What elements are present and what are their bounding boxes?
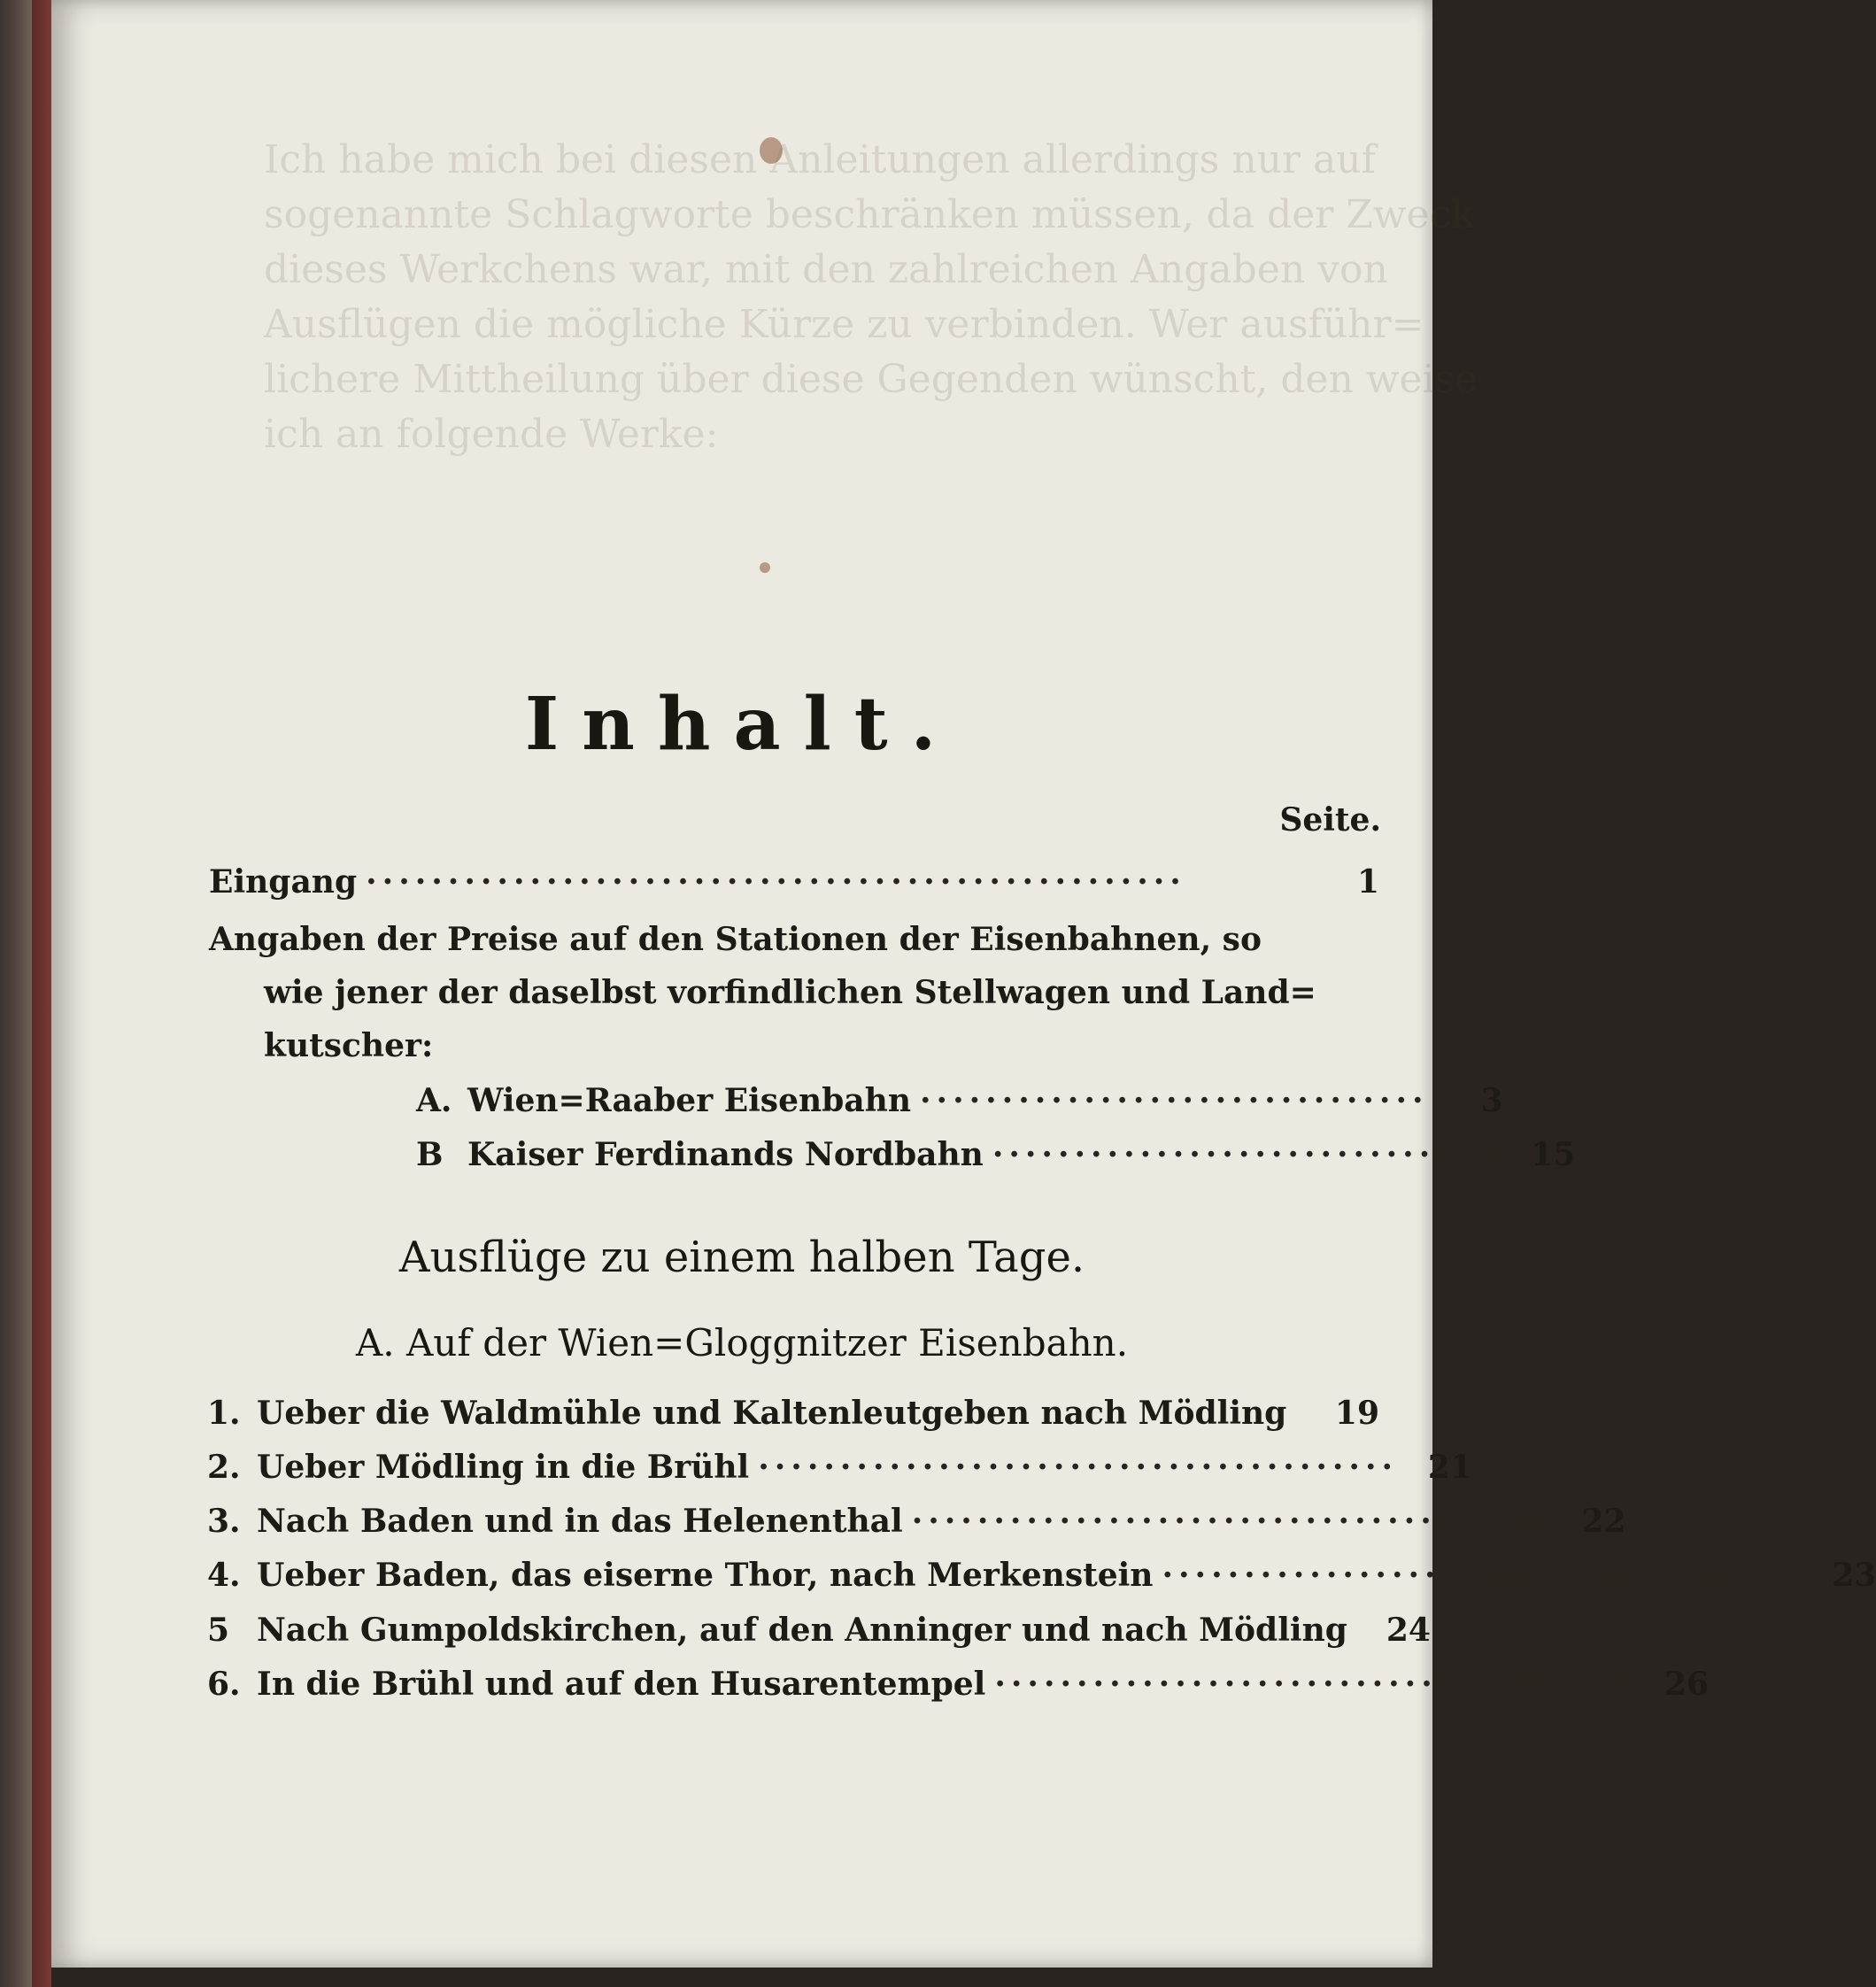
- page-title: Inhalt.: [524, 682, 960, 767]
- bleed-line: dieses Werkchens war, mit den zahlreichen Angaben von: [264, 247, 1388, 292]
- toc-entry-label: Ueber Baden, das eiserne Thor, nach Merkenstein: [257, 1557, 1154, 1594]
- bleed-line: Ich habe mich bei diesen Anleitungen allerdings nur auf: [264, 137, 1376, 182]
- toc-entry-page: 23: [1832, 1557, 1876, 1594]
- toc-entry-label: Wien=Raaber Eisenbahn: [467, 1082, 911, 1119]
- toc-entry-number: 4.: [207, 1557, 241, 1594]
- toc-entry-page: 1: [1356, 863, 1379, 901]
- toc-entry-page: 24: [1386, 1612, 1431, 1649]
- bleed-line: lichere Mittheilung über diese Gegenden wünscht, den weise: [264, 357, 1478, 402]
- toc-entry-number: 5: [207, 1612, 230, 1649]
- toc-entry-page: 19: [1334, 1395, 1379, 1432]
- excursion-entry[interactable]: [207, 1612, 1431, 1649]
- toc-entry-number: A.: [416, 1082, 452, 1119]
- binding-edge: [32, 0, 51, 1987]
- toc-entry-wien-raaber[interactable]: [416, 1082, 1503, 1119]
- excursion-entry[interactable]: [207, 1666, 1710, 1703]
- toc-entry-number: 3.: [207, 1503, 241, 1540]
- leader-dots: ·······························: [920, 1082, 1429, 1119]
- toc-entry-number: B: [416, 1136, 444, 1173]
- excursion-entry[interactable]: [207, 1395, 1379, 1432]
- toc-entry-label: Nach Baden und in das Helenenthal: [257, 1503, 903, 1540]
- bleed-line: ich an folgende Werke:: [264, 412, 719, 457]
- toc-entry-page: 22: [1581, 1503, 1626, 1540]
- leader-dots: ··················································: [366, 863, 1186, 901]
- toc-entry-page: 3: [1480, 1082, 1503, 1119]
- leader-dots: ·······································: [1162, 1557, 1803, 1594]
- toc-entry-number: 2.: [207, 1449, 241, 1486]
- subsection-heading: A. Auf der Wien=Gloggnitzer Eisenbahn.: [355, 1321, 1129, 1365]
- ink-spot: [760, 137, 783, 164]
- excursion-entry[interactable]: [207, 1449, 1473, 1486]
- toc-entry-label: Ueber Mödling in die Brühl: [257, 1449, 750, 1486]
- prices-intro-line1: Angaben der Preise auf den Stationen der Eisenbahnen, so: [209, 921, 1262, 958]
- leader-dots: ·······································: [994, 1666, 1635, 1703]
- bleed-through-text: [264, 133, 1478, 462]
- excursion-entry[interactable]: [207, 1503, 1626, 1540]
- toc-entry-number: 1.: [207, 1395, 241, 1432]
- toc-entry-label: Kaiser Ferdinands Nordbahn: [467, 1136, 984, 1173]
- toc-entry-page: 15: [1531, 1136, 1576, 1173]
- toc-entry-label: In die Brühl und auf den Husarentempel: [257, 1666, 986, 1703]
- toc-entry-label: Nach Gumpoldskirchen, auf den Anninger und nach Mödling: [257, 1612, 1347, 1649]
- toc-entry-page: 21: [1427, 1449, 1473, 1486]
- leader-dots: ·······································: [758, 1449, 1399, 1486]
- excursion-entry[interactable]: [207, 1557, 1876, 1594]
- toc-entry-nordbahn[interactable]: [416, 1136, 1576, 1173]
- bleed-line: sogenannte Schlagworte beschränken müssen, da der Zweck: [264, 192, 1475, 237]
- leader-dots: ·······································: [911, 1503, 1552, 1540]
- toc-entry-label: Ueber die Waldmühle und Kaltenleutgeben nach Mödling: [257, 1395, 1287, 1432]
- prices-intro-line3: kutscher:: [264, 1027, 434, 1064]
- bleed-line: Ausflügen die mögliche Kürze zu verbinden. Wer ausführ=: [264, 302, 1424, 347]
- prices-intro-line2: wie jener der daselbst vorfindlichen Stellwagen und Land=: [264, 974, 1316, 1011]
- section-heading: Ausflüge zu einem halben Tage.: [398, 1233, 1085, 1282]
- toc-entry-label: Eingang: [209, 863, 358, 901]
- leader-dots: ·······························: [992, 1136, 1502, 1173]
- toc-entry-number: 6.: [207, 1666, 241, 1703]
- book-binding: [0, 0, 51, 1987]
- ink-spot: [760, 562, 770, 573]
- toc-entry-page: 26: [1664, 1666, 1710, 1703]
- toc-entry-eingang[interactable]: [209, 863, 1379, 901]
- book-page: [51, 0, 1876, 1968]
- page-column-header: Seite.: [1279, 801, 1381, 839]
